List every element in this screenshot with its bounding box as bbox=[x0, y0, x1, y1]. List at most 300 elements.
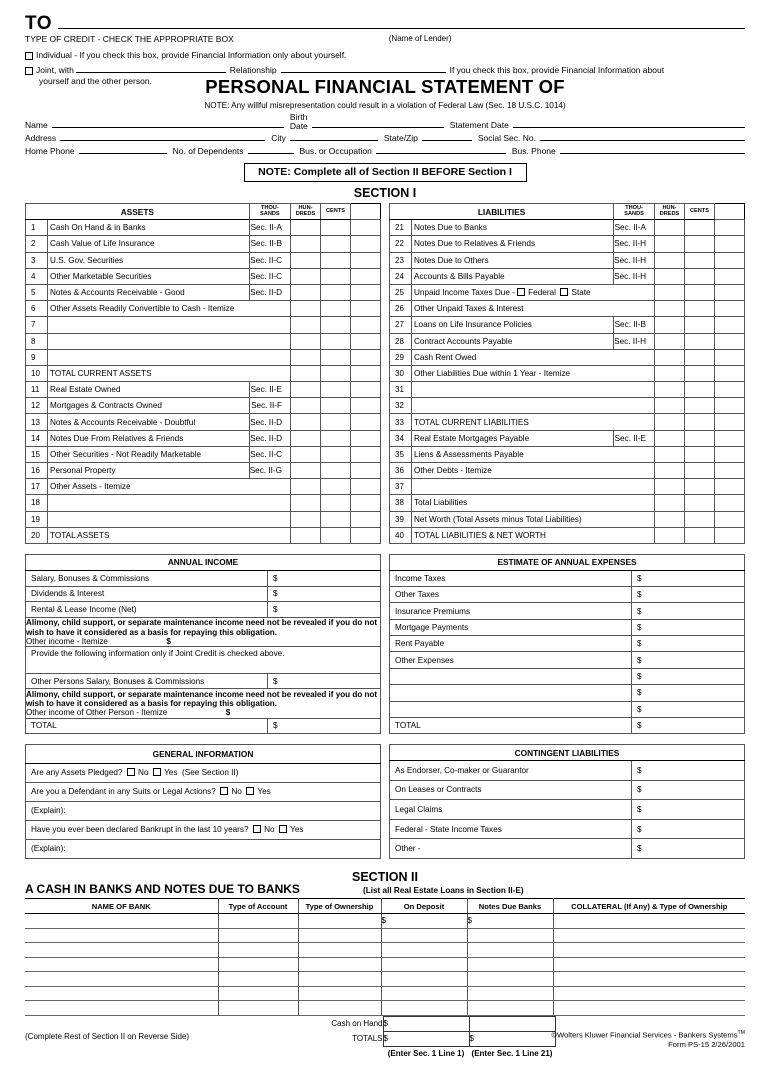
row-description: Other Unpaid Taxes & Interest bbox=[412, 301, 655, 317]
address-input[interactable] bbox=[60, 140, 265, 141]
contingent-header-label: CONTINGENT LIABILITIES bbox=[390, 745, 745, 761]
totals-notes-input[interactable]: $ bbox=[469, 1031, 555, 1046]
defendant-yes-checkbox[interactable] bbox=[246, 787, 254, 795]
amount-thousands-cell[interactable] bbox=[655, 414, 685, 430]
amount-cents-cell[interactable] bbox=[715, 236, 745, 252]
amount-cents-cell[interactable] bbox=[715, 220, 745, 236]
collateral-cell[interactable] bbox=[553, 928, 745, 943]
amount-hundreds-cell[interactable] bbox=[321, 495, 351, 511]
income-warning-2-amount[interactable]: $ bbox=[225, 708, 231, 718]
notes-due-banks-cell[interactable] bbox=[467, 972, 553, 987]
state-label: State bbox=[571, 288, 591, 298]
row-number: 16 bbox=[26, 463, 48, 479]
account-type-cell[interactable] bbox=[218, 914, 298, 929]
expense-row-amount[interactable]: $ bbox=[632, 718, 745, 734]
row-number: 21 bbox=[390, 220, 412, 236]
amount-cents-cell[interactable] bbox=[715, 511, 745, 527]
amount-hundreds-cell[interactable] bbox=[321, 252, 351, 268]
on-deposit-cell[interactable] bbox=[381, 972, 467, 987]
expense-row bbox=[390, 570, 745, 586]
credit-type-line bbox=[25, 34, 745, 44]
amount-cents-cell[interactable] bbox=[351, 446, 381, 462]
amount-hundreds-cell[interactable] bbox=[321, 301, 351, 317]
amount-thousands-cell[interactable] bbox=[291, 527, 321, 543]
amount-cents-cell[interactable] bbox=[351, 317, 381, 333]
amount-thousands-cell[interactable] bbox=[655, 527, 685, 543]
lender-note-label: (Name of Lender) bbox=[388, 34, 452, 43]
amount-hundreds-cell[interactable] bbox=[685, 511, 715, 527]
contingent-header-row bbox=[390, 745, 745, 761]
explain-label-1[interactable]: (Explain): bbox=[26, 801, 381, 820]
amount-cents-cell[interactable] bbox=[715, 446, 745, 462]
ledger-row bbox=[26, 317, 381, 333]
identity-row-1 bbox=[25, 113, 745, 130]
defendant-no-checkbox[interactable] bbox=[220, 787, 228, 795]
amount-thousands-cell[interactable] bbox=[655, 446, 685, 462]
expense-row-amount[interactable]: $ bbox=[632, 570, 745, 586]
income-total-row bbox=[26, 718, 381, 734]
notes-due-banks-cell[interactable]: $ bbox=[467, 914, 553, 929]
city-input[interactable] bbox=[290, 140, 378, 141]
ssn-input[interactable] bbox=[540, 140, 745, 141]
contingent-row-amount[interactable]: $ bbox=[632, 819, 745, 839]
amount-cents-cell[interactable] bbox=[715, 317, 745, 333]
row-number: 8 bbox=[26, 333, 48, 349]
collateral-cell[interactable] bbox=[553, 986, 745, 1001]
ledger-row bbox=[26, 284, 381, 300]
amount-thousands-cell[interactable] bbox=[291, 317, 321, 333]
amount-thousands-cell[interactable] bbox=[655, 268, 685, 284]
amount-cents-cell[interactable] bbox=[351, 414, 381, 430]
other-persons-salary-amount[interactable]: $ bbox=[268, 673, 381, 689]
amount-hundreds-cell[interactable] bbox=[685, 414, 715, 430]
complete-section-ii-note: NOTE: Complete all of Section II BEFORE Section I bbox=[244, 163, 527, 182]
amount-cents-cell[interactable] bbox=[351, 284, 381, 300]
amount-hundreds-cell[interactable] bbox=[685, 365, 715, 381]
bank-name-cell[interactable] bbox=[25, 957, 218, 972]
identity-fields bbox=[25, 113, 745, 156]
contingent-row-label: As Endorser, Co-maker or Guarantor bbox=[390, 761, 632, 781]
row-number: 6 bbox=[26, 301, 48, 317]
contingent-row-label: Other - bbox=[390, 839, 632, 859]
account-type-cell[interactable] bbox=[218, 943, 298, 958]
amount-hundreds-cell[interactable] bbox=[685, 398, 715, 414]
row-description: U.S. Gov. Securities bbox=[48, 252, 250, 268]
amount-hundreds-cell[interactable] bbox=[321, 511, 351, 527]
amount-hundreds-cell[interactable] bbox=[321, 382, 351, 398]
account-type-cell[interactable] bbox=[218, 1001, 298, 1016]
bank-name-cell[interactable] bbox=[25, 943, 218, 958]
amount-cents-cell[interactable] bbox=[351, 511, 381, 527]
income-row-label: Salary, Bonuses & Commissions bbox=[26, 570, 268, 586]
expense-row bbox=[390, 668, 745, 684]
ledger-row bbox=[390, 430, 745, 446]
amount-thousands-cell[interactable] bbox=[655, 301, 685, 317]
amount-thousands-cell[interactable] bbox=[291, 252, 321, 268]
amount-hundreds-cell[interactable] bbox=[321, 333, 351, 349]
expense-row-label: TOTAL bbox=[390, 718, 632, 734]
bank-col-header: NAME OF BANK bbox=[25, 899, 218, 914]
bank-name-cell[interactable] bbox=[25, 972, 218, 987]
annual-income-table bbox=[25, 554, 381, 735]
on-deposit-cell[interactable]: $ bbox=[381, 914, 467, 929]
amount-hundreds-cell[interactable] bbox=[685, 446, 715, 462]
amount-hundreds-cell[interactable] bbox=[685, 527, 715, 543]
amount-thousands-cell[interactable] bbox=[655, 430, 685, 446]
financial-statement-page bbox=[0, 13, 770, 1059]
expense-row-amount[interactable]: $ bbox=[632, 636, 745, 652]
totals-deposit-input[interactable]: $ bbox=[383, 1031, 469, 1046]
amount-thousands-cell[interactable] bbox=[291, 268, 321, 284]
trademark-mark: TM bbox=[737, 1029, 745, 1036]
amount-hundreds-cell[interactable] bbox=[321, 284, 351, 300]
amount-thousands-cell[interactable] bbox=[655, 479, 685, 495]
amount-hundreds-cell[interactable] bbox=[685, 333, 715, 349]
expense-row-label: Other Expenses bbox=[390, 652, 632, 668]
bank-row bbox=[25, 914, 745, 929]
amount-hundreds-cell[interactable] bbox=[321, 414, 351, 430]
account-type-cell[interactable] bbox=[218, 972, 298, 987]
bank-row bbox=[25, 1001, 745, 1016]
amount-thousands-cell[interactable] bbox=[291, 398, 321, 414]
amount-cents-cell[interactable] bbox=[715, 527, 745, 543]
expense-row-amount[interactable]: $ bbox=[632, 586, 745, 602]
row-description: Cash Rent Owed bbox=[412, 349, 655, 365]
state-checkbox[interactable] bbox=[560, 288, 568, 296]
amount-thousands-cell[interactable] bbox=[655, 398, 685, 414]
amount-thousands-cell[interactable] bbox=[655, 511, 685, 527]
col-thousands-header: THOU- SANDS bbox=[249, 204, 290, 220]
amount-thousands-cell[interactable] bbox=[291, 479, 321, 495]
amount-hundreds-cell[interactable] bbox=[321, 430, 351, 446]
income-total-amount[interactable]: $ bbox=[268, 718, 381, 734]
row-number: 4 bbox=[26, 268, 48, 284]
defendant-yes-label: Yes bbox=[257, 787, 271, 797]
ledger-row bbox=[390, 463, 745, 479]
amount-hundreds-cell[interactable] bbox=[321, 463, 351, 479]
contingent-row-amount[interactable]: $ bbox=[632, 800, 745, 820]
amount-thousands-cell[interactable] bbox=[291, 414, 321, 430]
amount-cents-cell[interactable] bbox=[351, 301, 381, 317]
amount-hundreds-cell[interactable] bbox=[685, 284, 715, 300]
amount-cents-cell[interactable] bbox=[715, 430, 745, 446]
cash-on-hand-input[interactable]: $ bbox=[383, 1016, 469, 1031]
amount-thousands-cell[interactable] bbox=[291, 284, 321, 300]
amount-cents-cell[interactable] bbox=[351, 220, 381, 236]
bank-name-cell[interactable] bbox=[25, 986, 218, 1001]
expense-row-label: Rent Payable bbox=[390, 636, 632, 652]
amount-thousands-cell[interactable] bbox=[291, 382, 321, 398]
contingent-row-amount[interactable]: $ bbox=[632, 839, 745, 859]
form-number: Form PS-15 2/26/2001 bbox=[668, 1040, 745, 1050]
col-hundreds-header: HUN- DREDS bbox=[655, 204, 685, 220]
expense-row-amount[interactable]: $ bbox=[632, 619, 745, 635]
amount-hundreds-cell[interactable] bbox=[685, 317, 715, 333]
amount-cents-cell[interactable] bbox=[715, 479, 745, 495]
amount-thousands-cell[interactable] bbox=[655, 317, 685, 333]
amount-thousands-cell[interactable] bbox=[291, 333, 321, 349]
ledger-row bbox=[390, 527, 745, 543]
row-number: 18 bbox=[26, 495, 48, 511]
income-row-amount[interactable]: $ bbox=[268, 602, 381, 618]
notes-due-banks-cell[interactable] bbox=[467, 957, 553, 972]
row-description: Real Estate Mortgages Payable bbox=[412, 430, 614, 446]
ledger-row bbox=[26, 236, 381, 252]
bus-phone-input[interactable] bbox=[560, 153, 745, 154]
amount-hundreds-cell[interactable] bbox=[685, 301, 715, 317]
amount-thousands-cell[interactable] bbox=[655, 333, 685, 349]
amount-thousands-cell[interactable] bbox=[655, 495, 685, 511]
amount-hundreds-cell[interactable] bbox=[685, 430, 715, 446]
income-warning-2: Alimony, child support, or separate maintenance income need not be revealed if you do not wish to have it considered as a basis for repaying this obligation. Other income of Other Person - Itemize $ bbox=[26, 689, 381, 718]
amount-cents-cell[interactable] bbox=[351, 398, 381, 414]
row-number: 11 bbox=[26, 382, 48, 398]
ledger-row bbox=[26, 398, 381, 414]
relationship-input[interactable] bbox=[281, 72, 446, 73]
amount-hundreds-cell[interactable] bbox=[321, 268, 351, 284]
amount-thousands-cell[interactable] bbox=[655, 349, 685, 365]
amount-cents-cell[interactable] bbox=[715, 333, 745, 349]
bank-name-cell[interactable] bbox=[25, 1001, 218, 1016]
amount-cents-cell[interactable] bbox=[351, 365, 381, 381]
amount-thousands-cell[interactable] bbox=[655, 382, 685, 398]
to-line bbox=[25, 14, 745, 33]
expense-row bbox=[390, 603, 745, 619]
ledger-row bbox=[26, 463, 381, 479]
bank-col-header: On Deposit bbox=[381, 899, 467, 914]
income-row-amount[interactable]: $ bbox=[268, 570, 381, 586]
expense-row-amount[interactable]: $ bbox=[632, 652, 745, 668]
account-type-cell[interactable] bbox=[218, 928, 298, 943]
joint-checkbox[interactable] bbox=[25, 67, 33, 75]
row-description bbox=[412, 398, 655, 414]
amount-hundreds-cell[interactable] bbox=[321, 365, 351, 381]
amount-hundreds-cell[interactable] bbox=[321, 479, 351, 495]
amount-cents-cell[interactable] bbox=[715, 382, 745, 398]
ownership-type-cell[interactable] bbox=[298, 972, 381, 987]
expense-row-amount[interactable]: $ bbox=[632, 685, 745, 701]
bank-name-cell[interactable] bbox=[25, 928, 218, 943]
ledger-row bbox=[390, 398, 745, 414]
income-warning-1-amount[interactable]: $ bbox=[166, 636, 171, 646]
amount-hundreds-cell[interactable] bbox=[321, 317, 351, 333]
amount-cents-cell[interactable] bbox=[351, 527, 381, 543]
amount-thousands-cell[interactable] bbox=[291, 301, 321, 317]
amount-hundreds-cell[interactable] bbox=[321, 446, 351, 462]
birth-label-line1: Birth bbox=[289, 112, 308, 122]
amount-hundreds-cell[interactable] bbox=[321, 220, 351, 236]
account-type-cell[interactable] bbox=[218, 986, 298, 1001]
income-expense-section bbox=[25, 554, 745, 735]
row-number: 29 bbox=[390, 349, 412, 365]
amount-hundreds-cell[interactable] bbox=[685, 463, 715, 479]
collateral-cell[interactable] bbox=[553, 914, 745, 929]
row-number: 2 bbox=[26, 236, 48, 252]
lender-name-input[interactable] bbox=[58, 28, 745, 29]
amount-cents-cell[interactable] bbox=[351, 463, 381, 479]
amount-hundreds-cell[interactable] bbox=[321, 398, 351, 414]
amount-thousands-cell[interactable] bbox=[291, 463, 321, 479]
dependents-input[interactable] bbox=[248, 153, 294, 154]
collateral-cell[interactable] bbox=[553, 943, 745, 958]
home-phone-input[interactable] bbox=[79, 153, 167, 154]
amount-hundreds-cell[interactable] bbox=[685, 220, 715, 236]
joint-sub-label: yourself and the other person. bbox=[39, 76, 152, 86]
amount-hundreds-cell[interactable] bbox=[685, 236, 715, 252]
identity-row-2 bbox=[25, 133, 745, 143]
amount-thousands-cell[interactable] bbox=[655, 220, 685, 236]
amount-hundreds-cell[interactable] bbox=[321, 349, 351, 365]
totals-row bbox=[303, 1031, 555, 1046]
row-section-ref: Sec. II-H bbox=[614, 252, 655, 268]
ownership-type-cell[interactable] bbox=[298, 928, 381, 943]
amount-thousands-cell[interactable] bbox=[291, 511, 321, 527]
row-description: Other Securities - Not Readily Marketable bbox=[48, 446, 250, 462]
amount-thousands-cell[interactable] bbox=[655, 365, 685, 381]
bankrupt-yes-checkbox[interactable] bbox=[279, 825, 287, 833]
on-deposit-cell[interactable] bbox=[381, 986, 467, 1001]
amount-cents-cell[interactable] bbox=[715, 398, 745, 414]
amount-cents-cell[interactable] bbox=[351, 268, 381, 284]
state-zip-input[interactable] bbox=[422, 140, 472, 141]
ledger-row bbox=[26, 430, 381, 446]
collateral-cell[interactable] bbox=[553, 1001, 745, 1016]
section-two-footer bbox=[25, 1016, 745, 1076]
section-two-subtitle: (List all Real Estate Loans in Section II-E) bbox=[363, 886, 524, 895]
row-description: Other Assets Readily Convertible to Cash - Itemize bbox=[48, 301, 291, 317]
bank-row bbox=[25, 928, 745, 943]
amount-cents-cell[interactable] bbox=[715, 349, 745, 365]
bank-row bbox=[25, 972, 745, 987]
amount-thousands-cell[interactable] bbox=[291, 349, 321, 365]
amount-thousands-cell[interactable] bbox=[291, 446, 321, 462]
row-section-ref: Sec. II-A bbox=[614, 220, 655, 236]
amount-cents-cell[interactable] bbox=[351, 349, 381, 365]
notes-due-banks-cell[interactable] bbox=[467, 986, 553, 1001]
identity-row-3 bbox=[25, 146, 745, 156]
amount-cents-cell[interactable] bbox=[351, 252, 381, 268]
statement-date-input[interactable] bbox=[513, 127, 745, 128]
row-number: 17 bbox=[26, 479, 48, 495]
assets-pledged-no-checkbox[interactable] bbox=[127, 768, 135, 776]
col-cents-header: CENTS bbox=[685, 204, 715, 220]
contingent-row-amount[interactable]: $ bbox=[632, 761, 745, 781]
amount-hundreds-cell[interactable] bbox=[685, 382, 715, 398]
row-number: 9 bbox=[26, 349, 48, 365]
amount-cents-cell[interactable] bbox=[351, 495, 381, 511]
row-number: 22 bbox=[390, 236, 412, 252]
notes-due-banks-cell[interactable] bbox=[467, 1001, 553, 1016]
ownership-type-cell[interactable] bbox=[298, 1001, 381, 1016]
amount-cents-cell[interactable] bbox=[715, 414, 745, 430]
notes-due-banks-cell[interactable] bbox=[467, 928, 553, 943]
ownership-type-cell[interactable] bbox=[298, 943, 381, 958]
bankrupt-no-checkbox[interactable] bbox=[253, 825, 261, 833]
bank-accounts-table bbox=[25, 898, 745, 1016]
amount-hundreds-cell[interactable] bbox=[685, 479, 715, 495]
amount-cents-cell[interactable] bbox=[351, 236, 381, 252]
amount-hundreds-cell[interactable] bbox=[321, 527, 351, 543]
amount-thousands-cell[interactable] bbox=[291, 220, 321, 236]
contingent-row-amount[interactable]: $ bbox=[632, 780, 745, 800]
expense-row-amount[interactable]: $ bbox=[632, 668, 745, 684]
amount-cents-cell[interactable] bbox=[715, 252, 745, 268]
expense-row bbox=[390, 652, 745, 668]
individual-checkbox[interactable] bbox=[25, 52, 33, 60]
amount-cents-cell[interactable] bbox=[715, 301, 745, 317]
amount-thousands-cell[interactable] bbox=[291, 495, 321, 511]
amount-thousands-cell[interactable] bbox=[655, 284, 685, 300]
row-number: 5 bbox=[26, 284, 48, 300]
ledger-row bbox=[390, 446, 745, 462]
occupation-input[interactable] bbox=[376, 153, 506, 154]
amount-cents-cell[interactable] bbox=[715, 365, 745, 381]
income-row-amount[interactable]: $ bbox=[268, 586, 381, 602]
amount-hundreds-cell[interactable] bbox=[321, 236, 351, 252]
row-section-ref: Sec. II-B bbox=[249, 236, 290, 252]
amount-hundreds-cell[interactable] bbox=[685, 349, 715, 365]
amount-thousands-cell[interactable] bbox=[291, 236, 321, 252]
on-deposit-cell[interactable] bbox=[381, 943, 467, 958]
on-deposit-cell[interactable] bbox=[381, 957, 467, 972]
individual-label: Individual - If you check this box, provide Financial Information only about yourself. bbox=[36, 50, 347, 60]
name-input[interactable] bbox=[52, 127, 284, 128]
explain-label-2[interactable]: (Explain): bbox=[26, 839, 381, 858]
on-deposit-cell[interactable] bbox=[381, 928, 467, 943]
federal-checkbox[interactable] bbox=[517, 288, 525, 296]
amount-hundreds-cell[interactable] bbox=[685, 495, 715, 511]
ownership-type-cell[interactable] bbox=[298, 986, 381, 1001]
amount-cents-cell[interactable] bbox=[351, 479, 381, 495]
account-type-cell[interactable] bbox=[218, 957, 298, 972]
amount-cents-cell[interactable] bbox=[715, 463, 745, 479]
ledger-row bbox=[26, 382, 381, 398]
row-description: Mortgages & Contracts Owned bbox=[48, 398, 250, 414]
amount-cents-cell[interactable] bbox=[351, 333, 381, 349]
expense-row-amount[interactable]: $ bbox=[632, 701, 745, 717]
row-number: 10 bbox=[26, 365, 48, 381]
expense-row-amount[interactable]: $ bbox=[632, 603, 745, 619]
on-deposit-cell[interactable] bbox=[381, 1001, 467, 1016]
collateral-cell[interactable] bbox=[553, 957, 745, 972]
birth-date-label bbox=[284, 113, 312, 130]
amount-cents-cell[interactable] bbox=[715, 284, 745, 300]
assets-header-row bbox=[26, 204, 381, 220]
amount-cents-cell[interactable] bbox=[351, 382, 381, 398]
birth-date-input[interactable] bbox=[312, 127, 444, 128]
ownership-type-cell[interactable] bbox=[298, 914, 381, 929]
amount-thousands-cell[interactable] bbox=[291, 430, 321, 446]
amount-cents-cell[interactable] bbox=[351, 430, 381, 446]
amount-hundreds-cell[interactable] bbox=[685, 252, 715, 268]
assets-pledged-yes-checkbox[interactable] bbox=[153, 768, 161, 776]
collateral-cell[interactable] bbox=[553, 972, 745, 987]
amount-thousands-cell[interactable] bbox=[655, 236, 685, 252]
joint-with-input[interactable] bbox=[76, 72, 226, 73]
notes-due-banks-cell[interactable] bbox=[467, 943, 553, 958]
amount-cents-cell[interactable] bbox=[715, 268, 745, 284]
amount-cents-cell[interactable] bbox=[715, 495, 745, 511]
amount-hundreds-cell[interactable] bbox=[685, 268, 715, 284]
amount-thousands-cell[interactable] bbox=[655, 463, 685, 479]
row-number: 35 bbox=[390, 446, 412, 462]
amount-thousands-cell[interactable] bbox=[291, 365, 321, 381]
amount-thousands-cell[interactable] bbox=[655, 252, 685, 268]
bank-name-cell[interactable] bbox=[25, 914, 218, 929]
row-number: 31 bbox=[390, 382, 412, 398]
ownership-type-cell[interactable] bbox=[298, 957, 381, 972]
bankrupt-question: Have you ever been declared Bankrupt in the last 10 years? No Yes bbox=[26, 820, 381, 839]
